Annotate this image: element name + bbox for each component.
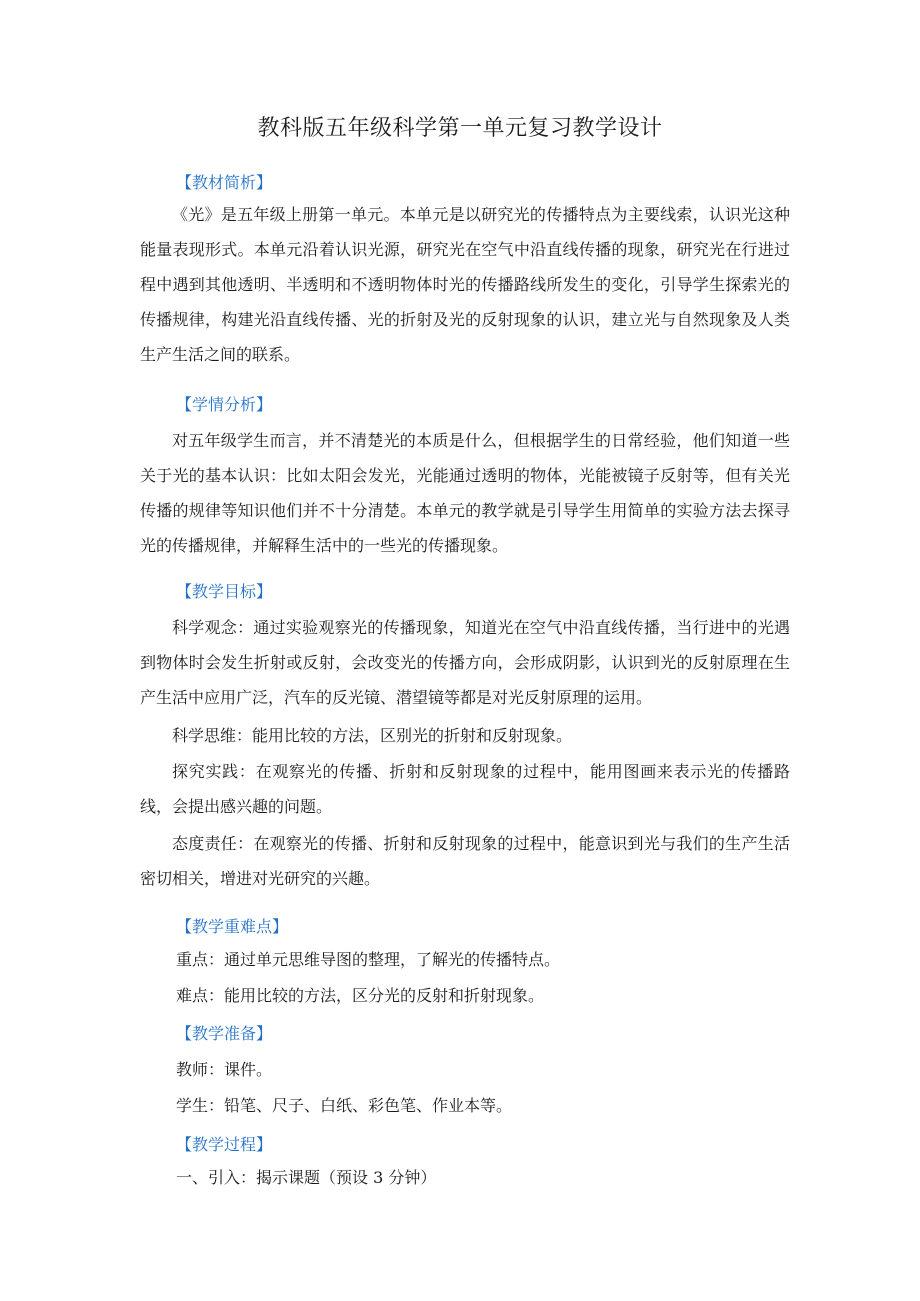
heading-teaching-preparation: 【教学准备】 <box>176 1024 273 1043</box>
heading-textbook-analysis: 【教材简析】 <box>176 173 273 192</box>
heading-student-analysis: 【学情分析】 <box>176 395 273 414</box>
line-process-step-1: 一、引入：揭示课题（预设 3 分钟） <box>176 1168 437 1187</box>
paragraph-goal-attitude: 态度责任：在观察光的传播、折射和反射现象的过程中，能意识到光与我们的生产生活密切相关，增进对光研究的兴趣。 <box>140 834 790 888</box>
document-title: 教科版五年级科学第一单元复习教学设计 <box>257 116 663 141</box>
line-student-preparation: 学生：铅笔、尺子、白纸、彩色笔、作业本等。 <box>176 1096 513 1115</box>
heading-teaching-goals: 【教学目标】 <box>176 582 273 601</box>
line-difficult-point: 难点：能用比较的方法，区分光的反射和折射现象。 <box>176 986 545 1005</box>
paragraph-student-analysis: 对五年级学生而言，并不清楚光的本质是什么，但根据学生的日常经验，他们知道一些关于光的基本认识：比如太阳会发光，光能通过透明的物体，光能被镜子反射等，但有关光传播的规律等知识他们并不十分清楚。本单元的教学就是引导学生用简单的实验方法去探寻光的传播规律，并解释生活中的一些光的传播现象。 <box>140 431 790 555</box>
paragraph-goal-thinking: 科学思维：能用比较的方法，区别光的折射和反射现象。 <box>172 726 573 745</box>
paragraph-goal-practice: 探究实践：在观察光的传播、折射和反射现象的过程中，能用图画来表示光的传播路线，会提出感兴趣的问题。 <box>140 762 790 816</box>
heading-key-difficult-points: 【教学重难点】 <box>176 917 289 936</box>
paragraph-textbook-analysis: 《光》是五年级上册第一单元。本单元是以研究光的传播特点为主要线索，认识光这种能量表现形式。本单元沿着认识光源，研究光在空气中沿直线传播的现象，研究光在行进过程中遇到其他透明、半透明和不透明物体时光的传播路线所发生的变化，引导学生探索光的传播规律，构建光沿直线传播、光的折射及光的反射现象的认识，建立光与自然现象及人类生产生活之间的联系。 <box>140 205 790 364</box>
paragraph-goal-concept: 科学观念：通过实验观察光的传播现象，知道光在空气中沿直线传播，当行进中的光遇到物体时会发生折射或反射，会改变光的传播方向，会形成阴影，认识到光的反射原理在生产生活中应用广泛，汽车的反光镜、潜望镜等都是对光反射原理的运用。 <box>140 618 790 707</box>
line-teacher-preparation: 教师：课件。 <box>176 1060 273 1079</box>
heading-teaching-process: 【教学过程】 <box>176 1135 273 1154</box>
line-key-point: 重点：通过单元思维导图的整理，了解光的传播特点。 <box>176 950 561 969</box>
